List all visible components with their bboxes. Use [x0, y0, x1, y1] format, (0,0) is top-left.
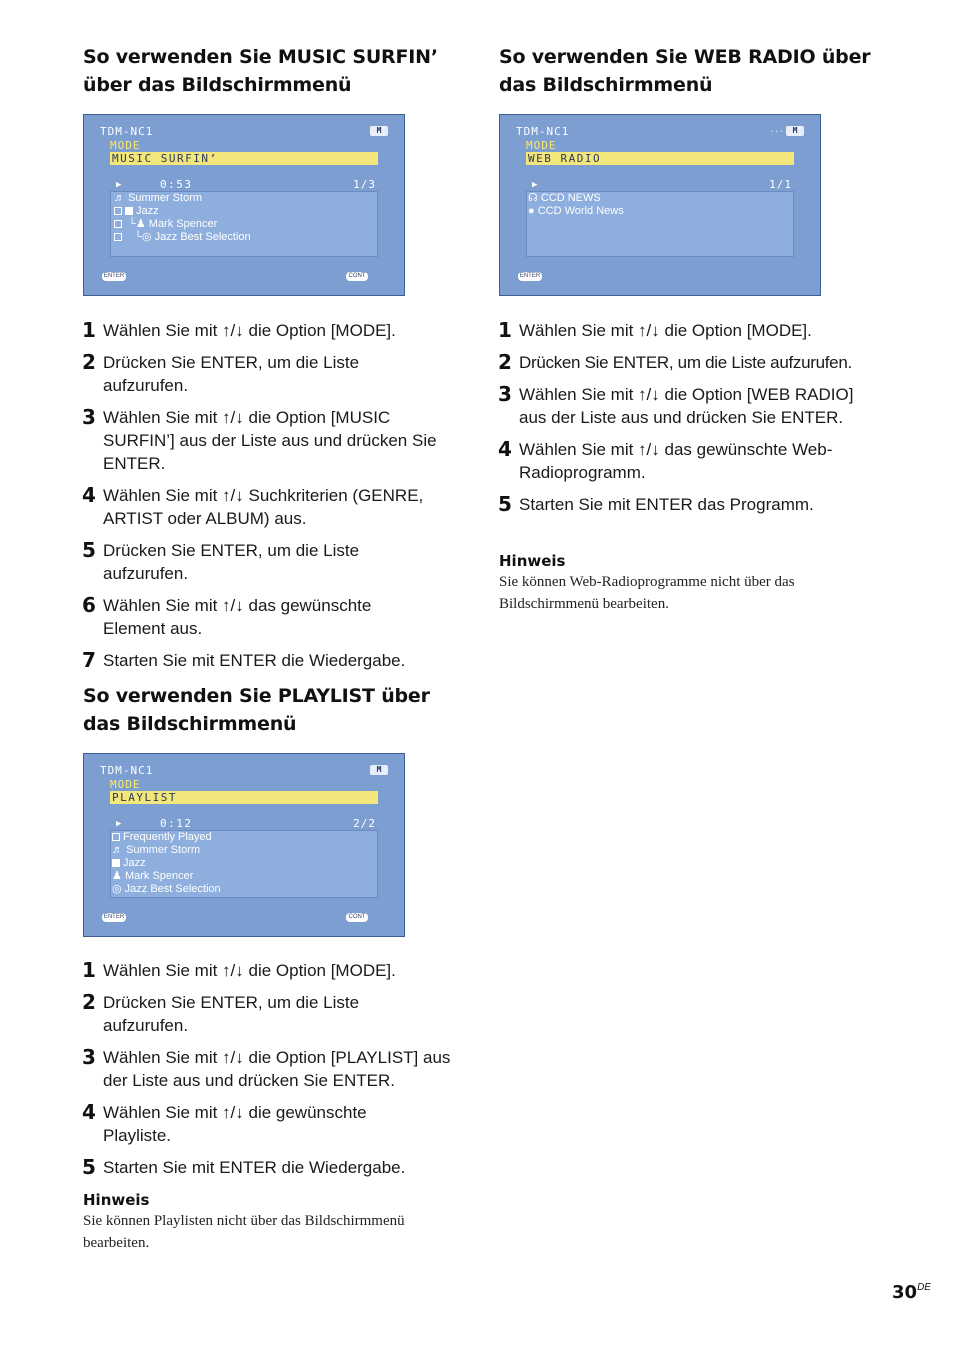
note-title: Hinweis — [83, 1191, 150, 1209]
playlist-steps — [83, 959, 463, 1188]
list-item: Jazz — [114, 205, 159, 218]
step-item: 4 Wählen Sie mit ↑/↓ die gewünschte Playliste. — [82, 1100, 367, 1145]
mode-label: MODE — [526, 139, 557, 152]
list-item: ☊ CCD NEWS — [528, 192, 601, 204]
note-title: Hinweis — [499, 552, 566, 570]
step-item: 2 Drücken Sie ENTER, um die Liste aufzurufen. — [498, 350, 852, 374]
music-surfin-screen — [83, 114, 405, 296]
cont-button-icon: CONT — [346, 913, 368, 922]
station-count: 1/1 — [769, 178, 792, 191]
mode-badge-icon: M — [786, 126, 804, 136]
enter-button-icon: ENTER — [103, 273, 125, 279]
station-icon: ● — [528, 205, 535, 217]
list-item: ♬ Summer Storm — [114, 192, 203, 204]
list-item: └♟ Mark Spencer — [114, 218, 217, 231]
album-icon: ◎ — [112, 883, 122, 895]
selected-mode: MUSIC SURFIN’ — [112, 152, 218, 165]
web-radio-note — [499, 551, 869, 615]
step-item: 1 Wählen Sie mit ↑/↓ die Option [MODE]. — [498, 318, 812, 342]
mode-label: MODE — [110, 139, 141, 152]
selected-mode: PLAYLIST — [112, 791, 177, 804]
step-item: 1 Wählen Sie mit ↑/↓ die Option [MODE]. — [82, 958, 396, 982]
list-item: Jazz — [112, 857, 146, 870]
step-item: 5 Starten Sie mit ENTER die Wiedergabe. — [82, 1155, 406, 1179]
track-count: 2/2 — [353, 817, 376, 830]
elapsed-time: 0:53 — [160, 178, 193, 191]
playlist-screen — [83, 753, 405, 937]
radio-icon: ☊ — [528, 192, 538, 204]
list-item: ♬ Summer Storm — [112, 844, 201, 856]
step-item: 2 Drücken Sie ENTER, um die Liste aufzurufen. — [82, 990, 360, 1035]
mode-badge-icon: M — [370, 765, 388, 775]
cont-button-icon: CONT — [346, 272, 368, 281]
step-item: 4 Wählen Sie mit ↑/↓ das gewünschte Web-Radioprogramm. — [498, 437, 833, 482]
step-item: 3 Wählen Sie mit ↑/↓ die Option [MUSIC SURFIN’] aus der Liste aus und drücken Sie ENTER. — [82, 405, 437, 473]
step-item: 5 Drücken Sie ENTER, um die Liste aufzurufen. — [82, 538, 360, 583]
selected-mode: WEB RADIO — [528, 152, 602, 165]
page-number: 30DE — [892, 1282, 931, 1303]
list-item: └◎ Jazz Best Selection — [114, 231, 251, 244]
mode-badge-icon: M — [370, 126, 388, 136]
list-item: ◎ Jazz Best Selection — [112, 883, 221, 895]
music-surfin-heading: So verwenden Sie MUSIC SURFIN’ über das Bildschirmmenü — [83, 46, 438, 96]
step-item: 3 Wählen Sie mit ↑/↓ die Option [PLAYLIST] aus der Liste aus und drücken Sie ENTER. — [82, 1045, 451, 1090]
mode-label: MODE — [110, 778, 141, 791]
step-item: 1 Wählen Sie mit ↑/↓ die Option [MODE]. — [82, 318, 396, 342]
playlist-note — [83, 1190, 463, 1254]
web-radio-heading: So verwenden Sie WEB RADIO über das Bildschirmmenü — [499, 46, 871, 96]
music-surfin-steps — [83, 319, 463, 681]
artist-icon: └♟ — [128, 218, 146, 230]
playlist-heading: So verwenden Sie PLAYLIST über das Bildschirmmenü — [83, 685, 430, 735]
genre-icon — [125, 207, 133, 215]
web-radio-screen — [499, 114, 821, 296]
step-item: 6 Wählen Sie mit ↑/↓ das gewünschte Element aus. — [82, 593, 372, 638]
note-icon: ♬ — [114, 192, 125, 204]
step-item: 2 Drücken Sie ENTER, um die Liste aufzurufen. — [82, 350, 360, 395]
play-icon: ▶ — [116, 180, 122, 190]
web-radio-steps — [499, 319, 879, 525]
elapsed-time: 0:12 — [160, 817, 193, 830]
step-item: 5 Starten Sie mit ENTER das Programm. — [498, 492, 814, 516]
list-item: ♟ Mark Spencer — [112, 870, 194, 882]
screen-title: TDM-NC1 — [100, 125, 154, 138]
checkbox-icon — [114, 207, 122, 215]
list-item: Frequently Played — [112, 831, 212, 844]
step-item: 7 Starten Sie mit ENTER die Wiedergabe. — [82, 648, 406, 672]
screen-title: TDM-NC1 — [100, 764, 154, 777]
step-item: 4 Wählen Sie mit ↑/↓ Suchkriterien (GENRE, ARTIST oder ALBUM) aus. — [82, 483, 424, 528]
enter-button-icon: ENTER — [103, 914, 125, 920]
play-icon: ▶ — [116, 819, 122, 829]
track-count: 1/3 — [353, 178, 376, 191]
artist-icon: ♟ — [112, 870, 122, 882]
list-item: ● CCD World News — [528, 205, 624, 217]
checkbox-icon — [114, 233, 122, 241]
genre-icon — [112, 859, 120, 867]
screen-title: TDM-NC1 — [516, 125, 570, 138]
playlist-icon — [112, 833, 120, 841]
enter-button-icon: ENTER — [519, 273, 541, 279]
note-text: Sie können Playlisten nicht über das Bildschirmmenü bearbeiten. — [83, 1213, 405, 1251]
signal-icon: ··· — [769, 127, 784, 136]
note-icon: ♬ — [112, 844, 123, 856]
album-icon: └◎ — [134, 231, 152, 243]
note-text: Sie können Web-Radioprogramme nicht über das Bildschirmmenü bearbeiten. — [499, 574, 795, 612]
play-icon: ▶ — [532, 180, 538, 190]
step-item: 3 Wählen Sie mit ↑/↓ die Option [WEB RADIO] aus der Liste aus und drücken Sie ENTER. — [498, 382, 854, 427]
checkbox-icon — [114, 220, 122, 228]
